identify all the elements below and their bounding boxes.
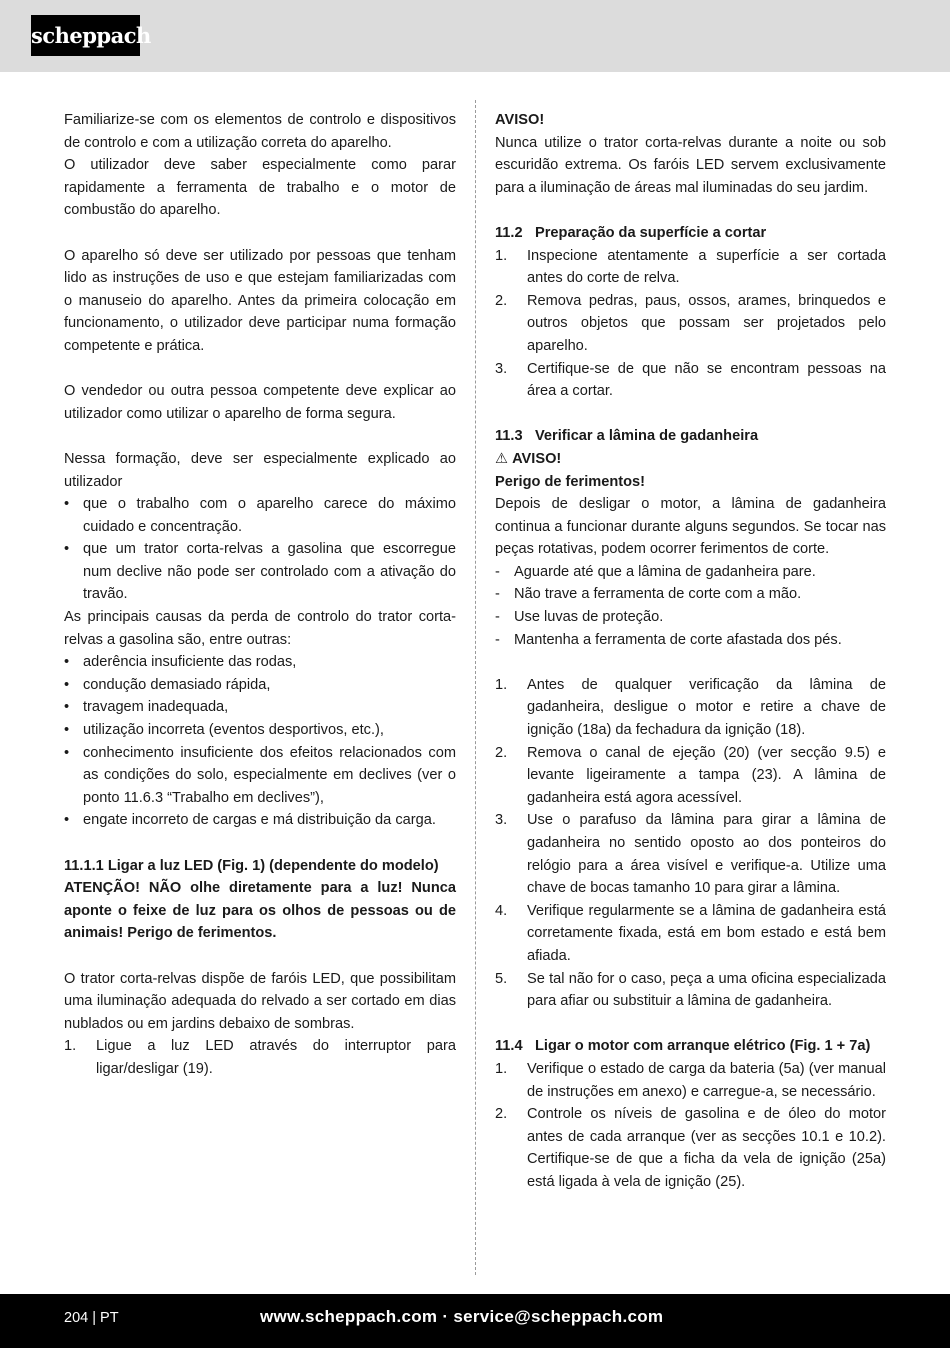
page-footer <box>0 1294 950 1348</box>
bullet-marker: • <box>64 744 70 761</box>
paragraph: O aparelho só deve ser utilizado por pessoas que tenham lido as instruções de uso e que estejam familiarizadas com o manuseio do aparelho. Antes da primeira colocação em funcionamento, o utilizador deve participar numa formação competente e prática. <box>64 247 456 354</box>
bullet-marker: • <box>64 676 70 693</box>
paragraph: O utilizador deve saber especialmente como parar rapidamente a ferramenta de trabalho e o motor de combustão do aparelho. <box>64 157 456 219</box>
dash-marker: - <box>495 586 500 603</box>
warning-title: ⚠ AVISO! <box>495 448 886 471</box>
bullet-marker: • <box>64 722 70 739</box>
list-item: • travagem inadequada, <box>64 696 456 719</box>
list-item: • conhecimento insuficiente dos efeitos relacionados com as condições do solo, especialmente em declives (ver o ponto 11.6.3 “Trabalho em declives”), <box>64 742 456 810</box>
warning-title: AVISO! <box>495 112 545 128</box>
list-item: 4. Verifique regularmente se a lâmina de gadanheira está corretamente fixada, está em bom estado e está bem afiada. <box>495 902 886 964</box>
dash-marker: - <box>495 609 500 626</box>
column-divider <box>475 100 476 1275</box>
bullet-marker: • <box>64 541 70 558</box>
section-heading: 11.3 Verificar a lâmina de gadanheira <box>495 428 759 445</box>
list-item: 1. Inspecione atentamente a superfície a ser cortada antes do corte de relva. <box>495 247 886 287</box>
bullet-marker: • <box>64 812 70 829</box>
list-item: - Use luvas de proteção. <box>495 606 886 629</box>
paragraph: Nunca utilize o trator corta-relvas durante a noite ou sob escuridão extrema. Os faróis LED servem exclusivamente para a iluminação de áreas mal iluminadas do seu jardim. <box>495 134 886 196</box>
list-item: 2. Remova pedras, paus, ossos, arames, brinquedos e outros objetos que possam ser projetados pelo aparelho. <box>495 292 886 354</box>
list-item: 1. Ligue a luz LED através do interruptor para ligar/desligar (19). <box>64 1038 456 1077</box>
brand-logo: scheppach <box>31 15 140 56</box>
numbered-list <box>495 245 886 403</box>
left-column <box>64 109 456 1081</box>
numbered-list <box>64 1035 456 1080</box>
paragraph: Familiarize-se com os elementos de controlo e dispositivos de controlo e com a utilização correta do aparelho. <box>64 112 456 151</box>
paragraph: As principais causas da perda de controlo do trator corta-relvas a gasolina são, entre outras: <box>64 609 456 648</box>
warning-triangle-icon: ⚠ <box>495 450 509 467</box>
list-item: 2. Remova o canal de ejeção (20) (ver secção 9.5) e levante ligeiramente a tampa (23). A lâmina de gadanheira está agora acessível. <box>495 744 886 806</box>
page-header <box>0 0 950 72</box>
numbered-list <box>495 674 886 1013</box>
warning-text: ATENÇÃO! NÃO olhe diretamente para a luz! Nunca aponte o feixe de luz para os olhos de pessoas ou de animais! Perigo de ferimentos. <box>64 880 456 942</box>
paragraph: O vendedor ou outra pessoa competente deve explicar ao utilizador como utilizar o aparelho de forma segura. <box>64 383 456 422</box>
list-item: - Aguarde até que a lâmina de gadanheira pare. <box>495 561 886 584</box>
paragraph: O trator corta-relvas dispõe de faróis LED, que possibilitam uma iluminação adequada do relvado a ser cortado em dias nublados ou em jardins debaixo de sombras. <box>64 970 456 1032</box>
numbered-list <box>495 1058 886 1194</box>
footer-links: www.scheppach.com · service@scheppach.com <box>260 1307 664 1326</box>
list-item: • engate incorreto de cargas e má distribuição da carga. <box>64 809 456 832</box>
list-item: 1. Antes de qualquer verificação da lâmina de gadanheira, desligue o motor e retire a chave de ignição (18a) da fechadura da ignição (18). <box>495 676 886 739</box>
list-item: • utilização incorreta (eventos desportivos, etc.), <box>64 719 456 742</box>
list-item: 3. Use o parafuso da lâmina para girar a lâmina de gadanheira no sentido oposto ao dos ponteiros do relógio para a área visível e verifique-a. Utilize uma chave de bocas tamanho 10 para girar a lâmina. <box>495 812 886 897</box>
bullet-marker: • <box>64 699 70 716</box>
list-item: • condução demasiado rápida, <box>64 674 456 697</box>
list-item: - Mantenha a ferramenta de corte afastada dos pés. <box>495 629 886 652</box>
list-item: • que o trabalho com o aparelho carece do máximo cuidado e concentração. <box>64 493 456 538</box>
page-number: 204 | PT <box>64 1310 119 1326</box>
bullet-marker: • <box>64 654 70 671</box>
right-column <box>495 109 886 1194</box>
list-item: • aderência insuficiente das rodas, <box>64 651 456 674</box>
list-item: 3. Certifique-se de que não se encontram pessoas na área a cortar. <box>495 360 886 400</box>
danger-label: Perigo de ferimentos! <box>495 473 646 490</box>
paragraph: Depois de desligar o motor, a lâmina de gadanheira continua a funcionar durante alguns segundos. Se tocar nas peças rotativas, podem ocorrer ferimentos de corte. <box>495 496 886 558</box>
section-heading: 11.1.1 Ligar a luz LED (Fig. 1) (dependente do modelo) <box>64 857 439 874</box>
list-item: - Não trave a ferramenta de corte com a mão. <box>495 583 886 606</box>
paragraph: Nessa formação, deve ser especialmente explicado ao utilizador <box>64 450 456 490</box>
list-item: • que um trator corta-relvas a gasolina que escorregue num declive não pode ser controlado com a ativação do travão. <box>64 538 456 606</box>
dash-marker: - <box>495 631 500 648</box>
list-item: 1. Verifique o estado de carga da bateria (5a) (ver manual de instruções em anexo) e carregue-a, se necessário. <box>495 1060 886 1100</box>
bullet-marker: • <box>64 496 70 513</box>
list-item: 5. Se tal não for o caso, peça a uma oficina especializada para afiar ou substituir a lâmina de gadanheira. <box>495 970 886 1010</box>
bullet-list <box>64 493 456 606</box>
dash-marker: - <box>495 563 500 580</box>
list-item: 2. Controle os níveis de gasolina e de óleo do motor antes de cada arranque (ver as secções 10.1 e 10.2). Certifique-se de que a ficha da vela de ignição (25a) está ligada à vela de ignição (25). <box>495 1106 886 1190</box>
dash-list <box>495 561 886 651</box>
section-heading: 11.2 Preparação da superfície a cortar <box>495 224 767 241</box>
section-heading: 11.4 Ligar o motor com arranque elétrico (Fig. 1 + 7a) <box>495 1038 871 1055</box>
bullet-list <box>64 651 456 832</box>
